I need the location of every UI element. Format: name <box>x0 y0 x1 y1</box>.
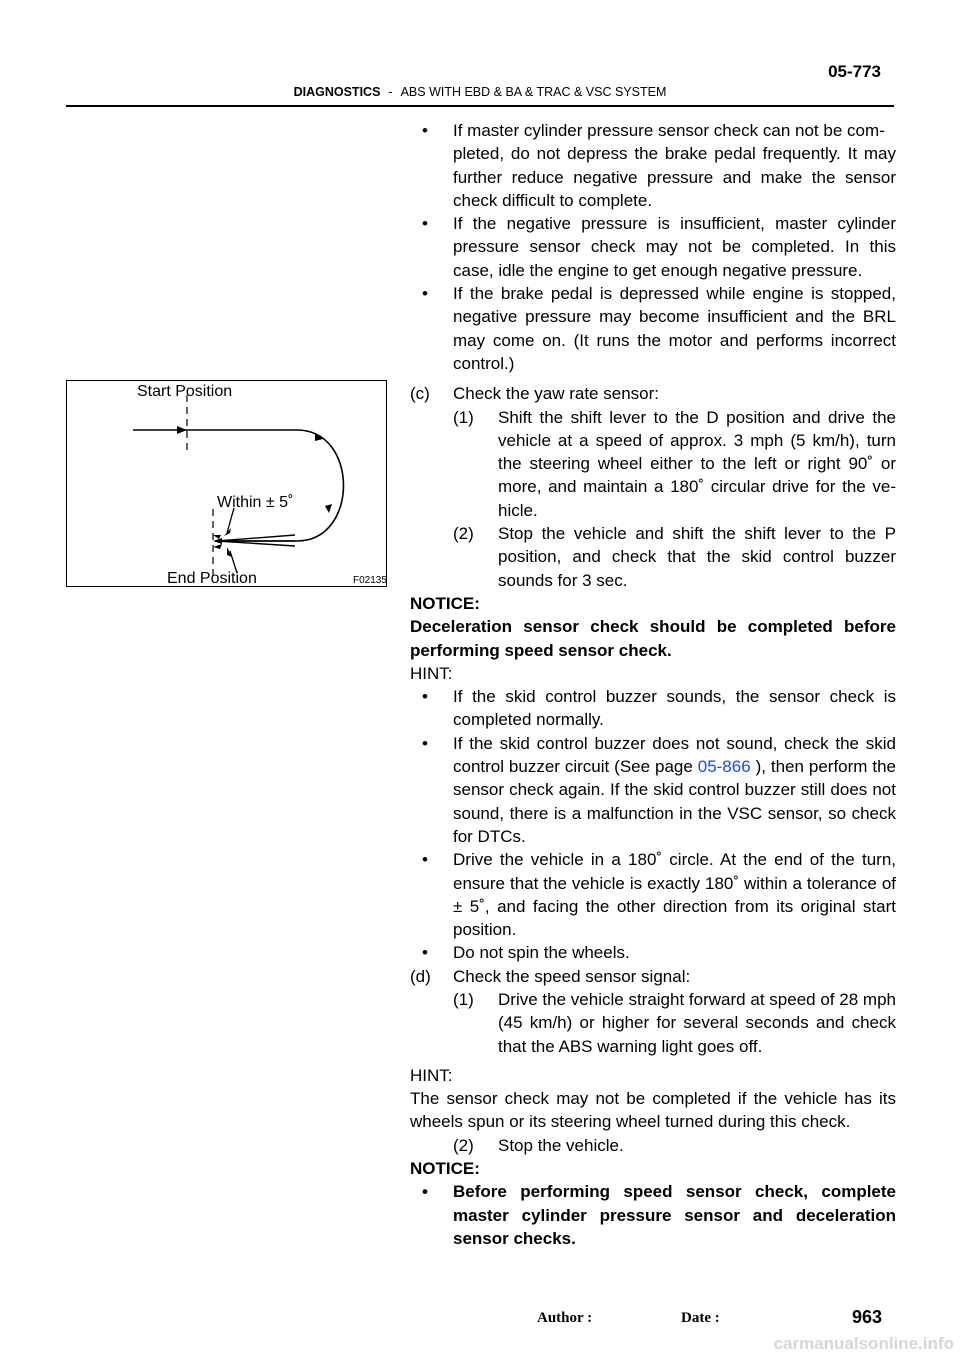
notice-text: Deceleration sensor check should be completed before performing speed sensor check. <box>410 617 896 660</box>
procedure-text <box>410 119 896 1250</box>
page-code: 05-773 <box>828 62 881 81</box>
figure-code: F02135 <box>353 575 387 586</box>
hint-buzzer-silent: • If the skid control buzzer does not sound, check the skid control buzzer circuit (See page 05-866 ), then perform the sensor check again. If the skid control buzzer still does not sound, there is a malfunction in the VSC sensor, so check for DTCs. <box>410 732 896 848</box>
page-number: 963 <box>851 1307 882 1327</box>
step-d: (d) Check the speed sensor signal: <box>410 966 691 986</box>
hint-label: HINT: <box>410 663 453 683</box>
end-position-label: End Position <box>167 570 257 587</box>
header-separator: - <box>388 85 393 99</box>
hint-180-circle: • Drive the vehicle in a 180˚ circle. At the end of the turn, ensure that the vehicle is exactly 180˚ within a tolerance of ± 5˚, and facing the other direction from its original start position. <box>410 848 896 941</box>
step-d1: (1) Drive the vehicle straight forward at speed of 28 mph (45 km/h) or higher for several seconds and check that the ABS warning light goes off. <box>453 989 896 1056</box>
bullet-pressure-check: • If master cylinder pressure sensor check can not be com- pleted, do not depress the brake pedal frequently. It may further reduce negative pressure and make the sensor check difficult to complete. <box>410 119 896 212</box>
bullet-negative-pressure: • If the negative pressure is insufficient, master cylinder pressure sensor check may not be completed. In this case, idle the engine to get enough negative pressure. <box>410 212 896 282</box>
page-link-05-866[interactable]: 05-866 <box>697 757 751 777</box>
author-label: Author : <box>537 1310 593 1326</box>
date-label: Date : <box>681 1310 720 1326</box>
hint-no-spin: • Do not spin the wheels. <box>410 941 896 964</box>
header-section: DIAGNOSTICS <box>293 85 381 99</box>
running-header <box>66 85 894 107</box>
turn-path-diagram <box>67 381 388 588</box>
step-c: (c) Check the yaw rate sensor: <box>410 384 659 404</box>
tolerance-label: Within ± 5˚ <box>217 494 294 511</box>
notice2-label: NOTICE: <box>410 1159 480 1179</box>
start-position-label: Start Position <box>137 383 233 400</box>
yaw-check-figure <box>66 380 387 587</box>
hint2-label: HINT: <box>410 1065 453 1085</box>
step-d2: (2) Stop the vehicle. <box>453 1135 624 1155</box>
step-c1: (1) Shift the shift lever to the D position and drive the vehicle at a speed of approx. 3 mph (5 km/h), turn the steering wheel either to the left or right 90˚ or more, and maintain a 180˚ circular drive for the ve- hicle. <box>453 407 896 520</box>
step-c2: (2) Stop the vehicle and shift the shift lever to the P position, and check that the skid control buzzer sounds for 3 sec. <box>453 524 896 590</box>
watermark: carmanualsonline.info <box>773 1334 954 1353</box>
notice-label: NOTICE: <box>410 593 480 613</box>
hint-buzzer-sounds: • If the skid control buzzer sounds, the sensor check is completed normally. <box>410 685 896 732</box>
header-system: ABS WITH EBD & BA & TRAC & VSC SYSTEM <box>400 85 667 99</box>
hint2-text: The sensor check may not be completed if the vehicle has its wheels spun or its steering wheel turned during this check. <box>410 1089 896 1132</box>
notice2-bullet: • Before performing speed sensor check, complete master cylinder pressure sensor and deceleration sensor checks. <box>410 1180 896 1250</box>
bullet-brake-pedal: • If the brake pedal is depressed while engine is stopped, negative pressure may become insufficient and the BRL may come on. (It runs the motor and performs incorrect control.) <box>410 282 896 375</box>
